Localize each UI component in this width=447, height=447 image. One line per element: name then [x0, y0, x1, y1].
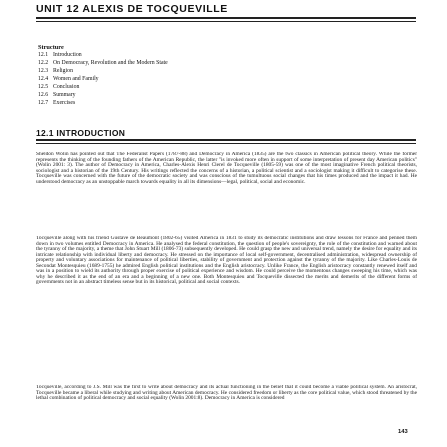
structure-item — [38, 60, 168, 68]
structure-list — [38, 52, 168, 108]
structure-item — [38, 76, 168, 84]
body-paragraph: Tocqueville along with his friend Gustave de Beaumont (1802-65) visited America in 1831 to study its democratic institutions and draw lessons for France and penned them down in two volumes entitled Democracy in America. He analysed the federal constitution, the question of people's sovereignty, the role of the constitution and warned about the tyranny of the majority, a theme that John Stuart Mill (1806-73) subsequently developed. He could grasp the new and universal trend, namely the desire for equality and its intricate relationship with individual liberty and democracy. He stressed on the importance of local self-government, decentralised administration, widespread ownership of property and voluntary associations for maintenance of political liberties, stability of government and protection against the tyranny of the majority. Like Charles-Louis de Secondat Montesquieu (1689-1755) he admired English political institutions and the English aristocracy. Unlike France, the English aristocracy constantly renewed itself and was in a position to wield its authority through proper exercise of political experience and wisdom. He could perceive the momentous changes sweeping his time, which was why he described it as the end of an era and a beginning of a new one. Both Montesquieu and Tocqueville dissected the merits and demerits of the different forms of governments not in an abstract timeless sense but in its historical, political and social contexts. — [36, 236, 417, 285]
structure-item-label: Women and Family — [53, 75, 99, 82]
structure-item-label: On Democracy, Revolution and the Modern State — [53, 59, 168, 66]
structure-item — [38, 84, 168, 92]
structure-heading: Structure — [38, 44, 64, 51]
section-title-rule-thick — [36, 139, 416, 141]
body-paragraph: Tocqueville, according to J.S. Mill was the first to write about democracy and its actual functioning in the belief that it could become a viable political system. An aristocrat, Tocqueville became a liberal while studying and writing about American democracy. He considered freedom or liberty as the core political value, which stood threatened by the lethal combination of political democracy and social equality (Wolin 2001:8). Democracy in America is considered — [36, 385, 417, 401]
structure-item-number: 12.2 — [38, 59, 49, 66]
unit-title-rule-thick — [36, 17, 416, 19]
page-number: 143 — [398, 429, 408, 435]
structure-item-label: Introduction — [53, 52, 82, 58]
structure-item — [38, 100, 168, 108]
structure-item-label: Exercises — [53, 99, 76, 106]
section-title: 12.1 INTRODUCTION — [36, 128, 126, 138]
structure-item-number: 12.6 — [38, 91, 49, 98]
structure-item — [38, 52, 168, 60]
structure-item-number: 12.3 — [38, 67, 49, 74]
structure-item — [38, 68, 168, 76]
structure-item — [38, 92, 168, 100]
unit-title: UNIT 12 ALEXIS DE TOCQUEVILLE — [36, 3, 228, 15]
structure-item-number: 12.4 — [38, 75, 49, 82]
section-title-rule-thin — [36, 143, 416, 144]
structure-item-label: Religion — [53, 67, 73, 74]
structure-item-number: 12.1 — [38, 52, 49, 58]
structure-item-label: Summary — [53, 91, 76, 98]
unit-title-rule-thin — [36, 21, 416, 22]
body-paragraph: Sheldon Wolin has pointed out that The Federalist Papers (1787-88) and Democracy in America (1835) are the two classics in American political theory. While the former represents the thinking of the founding fathers of the American Republic, the latter "is invoked more often in support of some interpretation of present day American politics" (Wolin 2001: 3). The author of Democracy in America, Charles-Alexis Henri Clerel de Tocqueville (1805-59) was one of the most imaginative French political theorists, sociologist and a historian of the 19th Century. His writings reflected the concerns of a historian, a political scientist and a sociologist making it difficult to categorise these. Tocqueville was concerned with the future of the democratic society and was conscious of the tumultuous social changes that his times produced and the impact it had. He understood democracy as an unstoppable march towards equality in all its dimensions—legal, political, social and economic. — [36, 152, 417, 185]
structure-item-number: 12.5 — [38, 83, 49, 90]
structure-item-number: 12.7 — [38, 99, 49, 106]
structure-item-label: Conclusion — [53, 83, 80, 90]
